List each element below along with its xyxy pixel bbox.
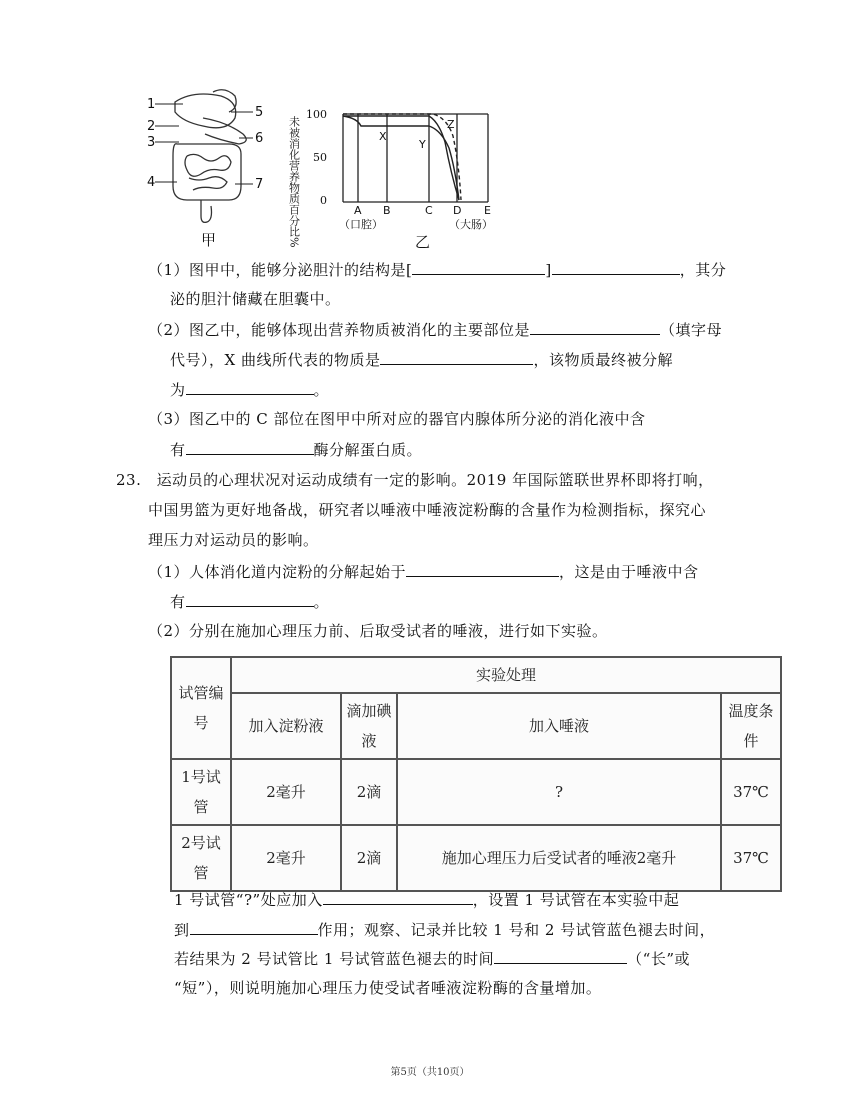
q23-part2-line1: （2）分别在施加心理压力前、后取受试者的唾液，进行如下实验。 bbox=[148, 622, 608, 640]
jia-organ-sketch bbox=[173, 90, 246, 223]
q22-part2-line1: （2）图乙中，能够体现出营养物质被消化的主要部位是 （填字母 bbox=[148, 318, 722, 341]
th-temperature: 温度条件 bbox=[721, 693, 781, 759]
curve-x bbox=[343, 116, 459, 200]
answer-blank[interactable] bbox=[186, 438, 314, 455]
answer-blank[interactable] bbox=[186, 378, 314, 395]
q22-part3-line2: 有 酶分解蛋白质。 bbox=[170, 438, 422, 461]
yi-ytick-100: 100 bbox=[306, 108, 327, 121]
curve-label-x: X bbox=[379, 130, 387, 143]
cell-temp: 37℃ bbox=[721, 759, 781, 825]
answer-blank[interactable] bbox=[190, 918, 318, 935]
q23-part1-line2: 有 。 bbox=[170, 590, 329, 613]
answer-blank[interactable] bbox=[380, 348, 533, 365]
experiment-table bbox=[170, 656, 782, 892]
answer-blank[interactable] bbox=[494, 947, 627, 964]
cell-temp: 37℃ bbox=[721, 825, 781, 891]
jia-label-3: 3 bbox=[147, 135, 156, 150]
q22-part3-line1: （3）图乙中的 C 部位在图甲中所对应的器官内腺体所分泌的消化液中含 bbox=[148, 410, 646, 428]
q23-intro-line1: 23. 运动员的心理状况对运动成绩有一定的影响。2019 年国际篮联世界杯即将打响， bbox=[116, 471, 714, 489]
answer-blank[interactable] bbox=[530, 318, 660, 335]
th-add-saliva: 加入唾液 bbox=[397, 693, 721, 759]
figure-digestive bbox=[143, 82, 513, 258]
xsub-kouqiang: （口腔） bbox=[339, 218, 383, 231]
answer-blank[interactable] bbox=[412, 258, 545, 275]
q22-part2-line2: 代号），X 曲线所代表的物质是 ，该物质最终被分解 bbox=[170, 348, 673, 371]
q22-part2-line3: 为 。 bbox=[170, 378, 329, 401]
q22-part1-line1: （1）图甲中，能够分泌胆汁的结构是[ ] ，其分 bbox=[148, 258, 726, 281]
q23-intro-line2: 中国男篮为更好地备战，研究者以唾液中唾液淀粉酶的含量作为检测指标，探究心 bbox=[148, 501, 707, 519]
q23-after-line1: 1 号试管“?”处应加入 ，设置 1 号试管在本实验中起 bbox=[174, 888, 679, 911]
th-add-starch: 加入淀粉液 bbox=[231, 693, 341, 759]
jia-label-6: 6 bbox=[255, 131, 264, 146]
jia-caption: 甲 bbox=[201, 231, 217, 249]
xtick-d: D bbox=[453, 204, 462, 217]
yi-curves bbox=[343, 114, 461, 200]
curve-label-y: Y bbox=[419, 138, 426, 151]
q23-after-line2: 到 作用；观察、记录并比较 1 号和 2 号试管蓝色褪去时间， bbox=[174, 918, 715, 941]
q23-part1-line1: （1）人体消化道内淀粉的分解起始于 ，这是由于唾液中含 bbox=[148, 560, 699, 583]
cell-iodine: 2滴 bbox=[341, 825, 397, 891]
jia-label-4: 4 bbox=[147, 175, 156, 190]
q23-intro-line3: 理压力对运动员的影响。 bbox=[148, 531, 319, 549]
page-footer: 第5页（共10页） bbox=[390, 1067, 470, 1078]
yi-y-axis-label: 未被消化营养物质百分比% bbox=[287, 116, 301, 248]
yi-ytick-0: 0 bbox=[320, 194, 327, 207]
curve-y bbox=[343, 116, 459, 200]
th-add-iodine: 滴加碘液 bbox=[341, 693, 397, 759]
q23-after-line4: “短”），则说明施加心理压力使受试者唾液淀粉酶的含量增加。 bbox=[174, 979, 602, 997]
q23-after-line3: 若结果为 2 号试管比 1 号试管蓝色褪去的时间 （“长”或 bbox=[174, 947, 690, 970]
cell-saliva: ? bbox=[397, 759, 721, 825]
curve-z bbox=[343, 114, 461, 200]
jia-label-7: 7 bbox=[255, 177, 264, 192]
answer-blank[interactable] bbox=[186, 590, 314, 607]
answer-blank[interactable] bbox=[552, 258, 680, 275]
xtick-e: E bbox=[484, 204, 491, 217]
xtick-b: B bbox=[383, 204, 391, 217]
q22-part1-line2: 泌的胆汁储藏在胆囊中。 bbox=[170, 290, 341, 308]
yi-ytick-50: 50 bbox=[313, 151, 327, 164]
answer-blank[interactable] bbox=[323, 888, 473, 905]
table-row bbox=[171, 759, 781, 825]
th-experiment-treatment: 实验处理 bbox=[231, 657, 781, 693]
jia-label-5: 5 bbox=[255, 105, 264, 120]
cell-saliva: 施加心理压力后受试者的唾液2毫升 bbox=[397, 825, 721, 891]
curve-label-z: Z bbox=[447, 118, 455, 131]
cell-starch: 2毫升 bbox=[231, 825, 341, 891]
xtick-c: C bbox=[425, 204, 433, 217]
answer-blank[interactable] bbox=[406, 560, 559, 577]
xsub-dachang: （大肠） bbox=[449, 218, 493, 231]
cell-tube: 1号试管 bbox=[171, 759, 231, 825]
jia-label-2: 2 bbox=[147, 119, 156, 134]
table-row bbox=[171, 825, 781, 891]
cell-starch: 2毫升 bbox=[231, 759, 341, 825]
cell-iodine: 2滴 bbox=[341, 759, 397, 825]
jia-label-1: 1 bbox=[147, 97, 156, 112]
question-number: 23. bbox=[116, 471, 142, 489]
th-tube-number: 试管编号 bbox=[171, 657, 231, 759]
xtick-a: A bbox=[354, 204, 362, 217]
cell-tube: 2号试管 bbox=[171, 825, 231, 891]
yi-frame bbox=[343, 114, 488, 202]
yi-caption: 乙 bbox=[415, 233, 431, 251]
digestive-system-diagram bbox=[143, 82, 513, 254]
